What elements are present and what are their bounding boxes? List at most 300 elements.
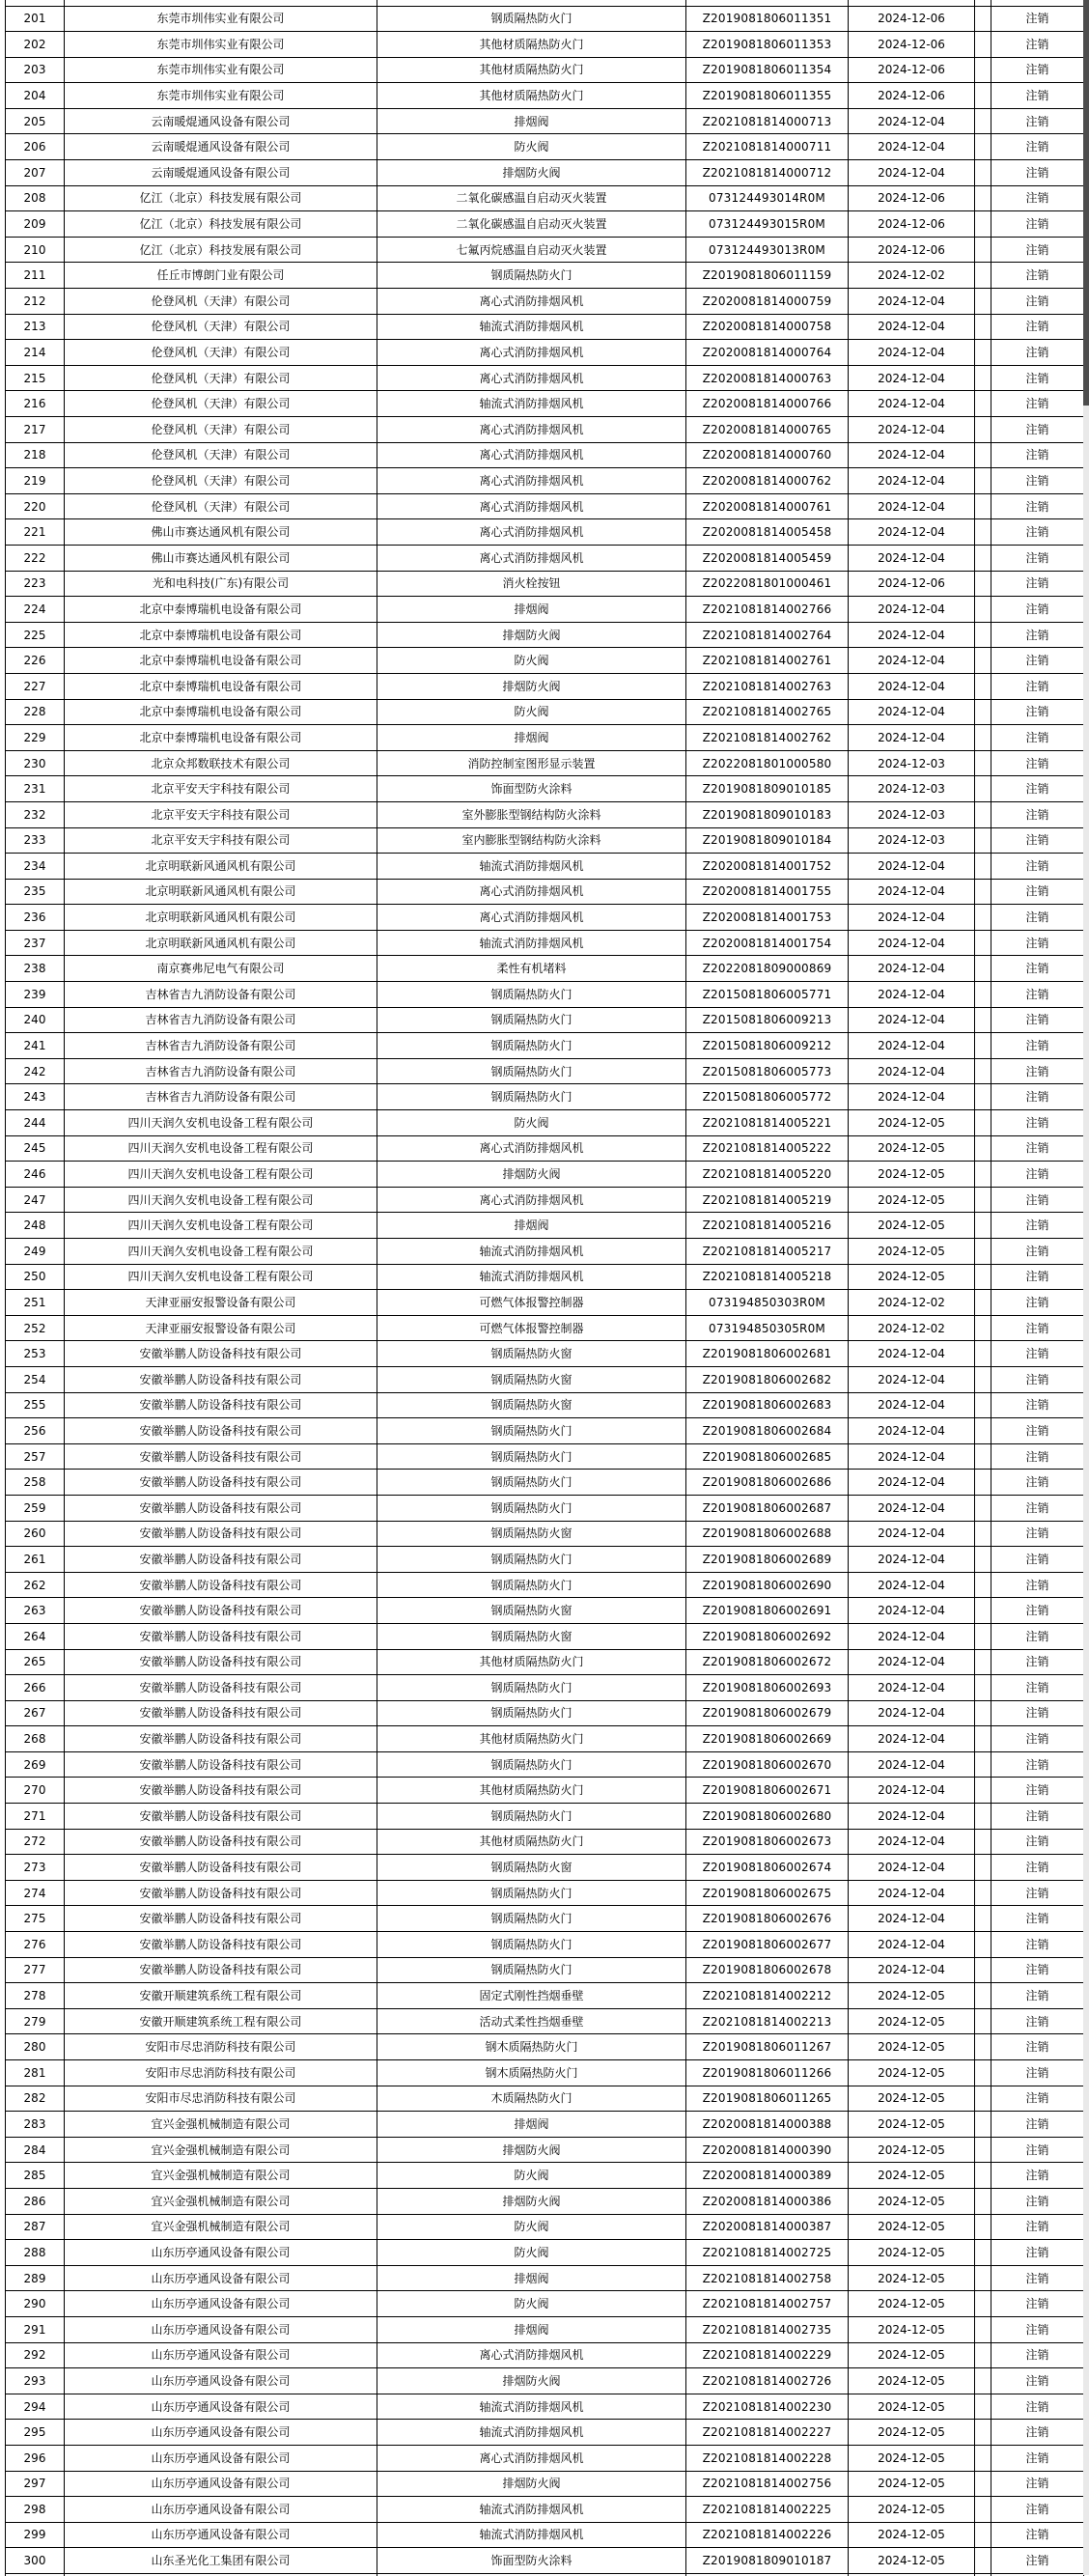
row-index-cell: 244 xyxy=(6,1110,65,1136)
spacer-cell xyxy=(975,340,991,366)
spacer-cell xyxy=(975,956,991,982)
status-cell: 注销 xyxy=(991,2163,1084,2189)
certificate-number-cell: Z2021081814002213 xyxy=(686,2008,849,2034)
product-name-cell: 离心式消防排烟风机 xyxy=(377,1135,686,1162)
certificate-number-cell: Z2021081814002228 xyxy=(686,2445,849,2471)
date-cell: 2024-12-04 xyxy=(849,391,975,417)
spacer-cell xyxy=(975,442,991,468)
spacer-cell xyxy=(975,1778,991,1804)
status-cell: 注销 xyxy=(991,1110,1084,1136)
status-cell: 注销 xyxy=(991,1084,1084,1110)
product-name-cell: 钢质隔热防火窗 xyxy=(377,1623,686,1649)
spacer-cell xyxy=(975,2420,991,2446)
spacer-cell xyxy=(975,83,991,109)
table-row xyxy=(6,519,1084,546)
spacer-cell xyxy=(975,6,991,32)
date-cell: 2024-12-04 xyxy=(849,365,975,391)
status-cell: 注销 xyxy=(991,1880,1084,1906)
product-name-cell: 离心式消防排烟风机 xyxy=(377,905,686,931)
spacer-cell xyxy=(975,417,991,443)
date-cell: 2024-12-04 xyxy=(849,879,975,905)
certificate-number-cell: Z2021081814002758 xyxy=(686,2265,849,2291)
product-name-cell: 防火阀 xyxy=(377,648,686,674)
company-name-cell: 北京明联新风通风机有限公司 xyxy=(65,879,377,905)
company-name-cell: 佛山市赛达通风机有限公司 xyxy=(65,545,377,571)
table-row xyxy=(6,1007,1084,1033)
table-row xyxy=(6,289,1084,315)
spacer-cell xyxy=(975,1418,991,1444)
company-name-cell: 吉林省吉九消防设备有限公司 xyxy=(65,982,377,1008)
spacer-cell xyxy=(975,2445,991,2471)
certificate-number-cell: Z2020081814001753 xyxy=(686,905,849,931)
date-cell: 2024-12-04 xyxy=(849,648,975,674)
row-index-cell: 296 xyxy=(6,2445,65,2471)
table-row xyxy=(6,2316,1084,2342)
row-index-cell: 229 xyxy=(6,725,65,751)
spacer-cell xyxy=(975,32,991,58)
table-row xyxy=(6,2034,1084,2060)
company-name-cell: 安徽举鹏人防设备科技有限公司 xyxy=(65,1418,377,1444)
company-name-cell: 山东圣光化工集团有限公司 xyxy=(65,2548,377,2574)
certificate-number-cell: Z2020081814000760 xyxy=(686,442,849,468)
spacer-cell xyxy=(975,1700,991,1726)
status-cell: 注销 xyxy=(991,1804,1084,1830)
row-index-cell: 202 xyxy=(6,32,65,58)
spacer-cell xyxy=(975,2240,991,2266)
row-index-cell: 241 xyxy=(6,1033,65,1059)
row-index-cell: 300 xyxy=(6,2548,65,2574)
status-cell: 注销 xyxy=(991,597,1084,623)
row-index-cell: 286 xyxy=(6,2188,65,2214)
product-name-cell: 消防控制室图形显示装置 xyxy=(377,750,686,776)
spacer-cell xyxy=(975,879,991,905)
status-cell: 注销 xyxy=(991,83,1084,109)
table-row xyxy=(6,1983,1084,2009)
company-name-cell: 四川天润久安机电设备工程有限公司 xyxy=(65,1264,377,1290)
date-cell: 2024-12-06 xyxy=(849,185,975,211)
table-row xyxy=(6,314,1084,340)
status-cell: 注销 xyxy=(991,1418,1084,1444)
certificate-number-cell: Z2019081806002683 xyxy=(686,1392,849,1418)
date-cell: 2024-12-05 xyxy=(849,2394,975,2420)
date-cell: 2024-12-05 xyxy=(849,2342,975,2368)
spacer-cell xyxy=(975,1110,991,1136)
status-cell: 注销 xyxy=(991,32,1084,58)
status-cell: 注销 xyxy=(991,699,1084,725)
date-cell: 2024-12-04 xyxy=(849,1778,975,1804)
table-row xyxy=(6,571,1084,597)
company-name-cell: 安徽举鹏人防设备科技有限公司 xyxy=(65,1700,377,1726)
date-cell: 2024-12-05 xyxy=(849,2086,975,2112)
company-name-cell: 宜兴金强机械制造有限公司 xyxy=(65,2163,377,2189)
product-name-cell: 其他材质隔热防火门 xyxy=(377,1829,686,1855)
date-cell: 2024-12-04 xyxy=(849,699,975,725)
table-row xyxy=(6,1392,1084,1418)
certificate-number-cell: Z2020081814000389 xyxy=(686,2163,849,2189)
date-cell: 2024-12-04 xyxy=(849,1521,975,1547)
product-name-cell: 排烟防火阀 xyxy=(377,622,686,648)
certificate-number-cell: Z2019081806011266 xyxy=(686,2060,849,2086)
status-cell: 注销 xyxy=(991,1675,1084,1701)
row-index-cell: 247 xyxy=(6,1187,65,1213)
company-name-cell: 安徽举鹏人防设备科技有限公司 xyxy=(65,1341,377,1367)
certificate-number-cell: Z2015081806005772 xyxy=(686,1084,849,1110)
spacer-cell xyxy=(975,1290,991,1316)
table-row xyxy=(6,1058,1084,1084)
table-row xyxy=(6,493,1084,519)
company-name-cell: 云南暖焜通风设备有限公司 xyxy=(65,108,377,134)
table-row xyxy=(6,1700,1084,1726)
certificate-number-cell: 073194850303R0M xyxy=(686,1290,849,1316)
certificate-number-cell: Z2020081814000387 xyxy=(686,2214,849,2240)
certificate-number-cell: Z2019081806002671 xyxy=(686,1778,849,1804)
date-cell: 2024-12-04 xyxy=(849,1726,975,1752)
spacer-cell xyxy=(975,545,991,571)
product-name-cell: 防火阀 xyxy=(377,2214,686,2240)
row-index-cell: 279 xyxy=(6,2008,65,2034)
spacer-cell xyxy=(975,160,991,186)
row-index-cell: 288 xyxy=(6,2240,65,2266)
company-name-cell: 四川天润久安机电设备工程有限公司 xyxy=(65,1213,377,1239)
row-index-cell: 269 xyxy=(6,1751,65,1778)
certificate-number-cell: Z2019081806002673 xyxy=(686,1829,849,1855)
company-name-cell: 北京明联新风通风机有限公司 xyxy=(65,854,377,880)
table-row xyxy=(6,1135,1084,1162)
status-cell: 注销 xyxy=(991,1213,1084,1239)
table-row xyxy=(6,365,1084,391)
product-name-cell: 木质隔热防火门 xyxy=(377,2086,686,2112)
company-name-cell: 云南暖焜通风设备有限公司 xyxy=(65,160,377,186)
product-name-cell: 离心式消防排烟风机 xyxy=(377,2445,686,2471)
spacer-cell xyxy=(975,108,991,134)
status-cell: 注销 xyxy=(991,211,1084,238)
row-index-cell: 228 xyxy=(6,699,65,725)
certificate-number-cell: Z2021081814002756 xyxy=(686,2471,849,2497)
table-row xyxy=(6,391,1084,417)
status-cell: 注销 xyxy=(991,673,1084,699)
spacer-cell xyxy=(975,1213,991,1239)
spacer-cell xyxy=(975,263,991,289)
spacer-cell xyxy=(975,2008,991,2034)
spacer-cell xyxy=(975,391,991,417)
status-cell: 注销 xyxy=(991,365,1084,391)
date-cell: 2024-12-05 xyxy=(849,2214,975,2240)
product-name-cell: 七氟丙烷感温自启动灭火装置 xyxy=(377,237,686,263)
table-row xyxy=(6,725,1084,751)
product-name-cell: 钢质隔热防火门 xyxy=(377,1572,686,1598)
company-name-cell: 伦登风机（天津）有限公司 xyxy=(65,468,377,494)
table-row xyxy=(6,1957,1084,1983)
status-cell: 注销 xyxy=(991,1315,1084,1341)
product-name-cell: 排烟防火阀 xyxy=(377,2368,686,2394)
company-name-cell: 安徽举鹏人防设备科技有限公司 xyxy=(65,1443,377,1470)
date-cell: 2024-12-04 xyxy=(849,340,975,366)
certificate-number-cell: Z2021081814002761 xyxy=(686,648,849,674)
product-name-cell: 钢质隔热防火门 xyxy=(377,1675,686,1701)
certificate-number-cell: Z2019081806011267 xyxy=(686,2034,849,2060)
certificate-number-cell: Z2019081806002688 xyxy=(686,1521,849,1547)
spacer-cell xyxy=(975,1572,991,1598)
date-cell: 2024-12-04 xyxy=(849,468,975,494)
product-name-cell: 钢质隔热防火门 xyxy=(377,1957,686,1983)
certificate-number-cell: Z2020081814000390 xyxy=(686,2137,849,2163)
certificate-number-cell: Z2019081806011353 xyxy=(686,32,849,58)
table-row xyxy=(6,1084,1084,1110)
spacer-cell xyxy=(975,1547,991,1573)
status-cell: 注销 xyxy=(991,2291,1084,2317)
spacer-cell xyxy=(975,1983,991,2009)
certificate-number-cell: Z2020081814005459 xyxy=(686,545,849,571)
company-name-cell: 四川天润久安机电设备工程有限公司 xyxy=(65,1110,377,1136)
certificate-number-cell: Z2020081814000386 xyxy=(686,2188,849,2214)
spacer-cell xyxy=(975,211,991,238)
certificate-number-cell: Z2021081814005222 xyxy=(686,1135,849,1162)
spacer-cell xyxy=(975,1804,991,1830)
product-name-cell: 钢质隔热防火门 xyxy=(377,6,686,32)
spacer-cell xyxy=(975,2112,991,2138)
spacer-cell xyxy=(975,905,991,931)
certificate-number-cell: Z2019081806002674 xyxy=(686,1855,849,1881)
date-cell: 2024-12-04 xyxy=(849,1470,975,1496)
product-name-cell: 离心式消防排烟风机 xyxy=(377,442,686,468)
table-row xyxy=(6,211,1084,238)
certificate-number-cell: 073124493015R0M xyxy=(686,211,849,238)
spacer-cell xyxy=(975,854,991,880)
date-cell: 2024-12-04 xyxy=(849,982,975,1008)
row-index-cell: 281 xyxy=(6,2060,65,2086)
company-name-cell: 安阳市尽忠消防科技有限公司 xyxy=(65,2034,377,2060)
table-row xyxy=(6,237,1084,263)
product-name-cell: 钢质隔热防火门 xyxy=(377,1751,686,1778)
spacer-cell xyxy=(975,725,991,751)
row-index-cell: 234 xyxy=(6,854,65,880)
table-row xyxy=(6,1495,1084,1521)
table-row xyxy=(6,1033,1084,1059)
product-name-cell: 防火阀 xyxy=(377,2291,686,2317)
company-name-cell: 云南暖焜通风设备有限公司 xyxy=(65,134,377,160)
table-body xyxy=(6,0,1084,2576)
certificate-number-cell: Z2019081809010187 xyxy=(686,2548,849,2574)
date-cell: 2024-12-05 xyxy=(849,2445,975,2471)
date-cell: 2024-12-02 xyxy=(849,263,975,289)
company-name-cell: 安阳市尽忠消防科技有限公司 xyxy=(65,2086,377,2112)
company-name-cell: 山东历亭通风设备有限公司 xyxy=(65,2522,377,2548)
date-cell: 2024-12-06 xyxy=(849,237,975,263)
certificate-number-cell: Z2019081806002684 xyxy=(686,1418,849,1444)
status-cell: 注销 xyxy=(991,160,1084,186)
row-index-cell: 268 xyxy=(6,1726,65,1752)
certificate-number-cell: Z2015081806009213 xyxy=(686,1007,849,1033)
table-row xyxy=(6,2214,1084,2240)
company-name-cell: 安徽举鹏人防设备科技有限公司 xyxy=(65,1906,377,1932)
product-name-cell: 室外膨胀型钢结构防火涂料 xyxy=(377,801,686,827)
product-name-cell: 轴流式消防排烟风机 xyxy=(377,1264,686,1290)
table-row xyxy=(6,699,1084,725)
company-name-cell: 南京赛弗尼电气有限公司 xyxy=(65,956,377,982)
product-name-cell: 防火阀 xyxy=(377,2163,686,2189)
spacer-cell xyxy=(975,750,991,776)
table-row xyxy=(6,1290,1084,1316)
row-index-cell: 257 xyxy=(6,1443,65,1470)
product-name-cell: 排烟防火阀 xyxy=(377,2137,686,2163)
row-index-cell: 207 xyxy=(6,160,65,186)
table-row xyxy=(6,2240,1084,2266)
status-cell: 注销 xyxy=(991,1033,1084,1059)
product-name-cell: 排烟防火阀 xyxy=(377,2188,686,2214)
table-row xyxy=(6,622,1084,648)
spacer-cell xyxy=(975,1315,991,1341)
spacer-cell xyxy=(975,982,991,1008)
certificate-number-cell: Z2020081814000764 xyxy=(686,340,849,366)
row-index-cell: 276 xyxy=(6,1932,65,1958)
date-cell: 2024-12-04 xyxy=(849,622,975,648)
company-name-cell: 山东历亭通风设备有限公司 xyxy=(65,2420,377,2446)
certificate-number-cell: Z2019081806002677 xyxy=(686,1932,849,1958)
status-cell: 注销 xyxy=(991,1623,1084,1649)
certificate-number-cell: Z2021081814000712 xyxy=(686,160,849,186)
product-name-cell: 可燃气体报警控制器 xyxy=(377,1315,686,1341)
certificate-number-cell: Z2019081809010184 xyxy=(686,827,849,854)
date-cell: 2024-12-04 xyxy=(849,1751,975,1778)
table-row xyxy=(6,854,1084,880)
product-name-cell: 排烟阀 xyxy=(377,725,686,751)
status-cell: 注销 xyxy=(991,1341,1084,1367)
table-row xyxy=(6,1418,1084,1444)
date-cell: 2024-12-04 xyxy=(849,854,975,880)
status-cell: 注销 xyxy=(991,545,1084,571)
company-name-cell: 北京平安天宇科技有限公司 xyxy=(65,776,377,802)
row-index-cell: 235 xyxy=(6,879,65,905)
company-name-cell: 北京中泰博瑞机电设备有限公司 xyxy=(65,648,377,674)
date-cell: 2024-12-05 xyxy=(849,2548,975,2574)
certificate-number-cell: Z2019081806002676 xyxy=(686,1906,849,1932)
certificate-number-cell: Z2019081806002690 xyxy=(686,1572,849,1598)
status-cell: 注销 xyxy=(991,493,1084,519)
row-index-cell: 284 xyxy=(6,2137,65,2163)
certificate-number-cell: Z2019081809010185 xyxy=(686,776,849,802)
date-cell: 2024-12-03 xyxy=(849,776,975,802)
table-row xyxy=(6,1649,1084,1675)
product-name-cell: 轴流式消防排烟风机 xyxy=(377,314,686,340)
company-name-cell: 安徽举鹏人防设备科技有限公司 xyxy=(65,1880,377,1906)
status-cell: 注销 xyxy=(991,1366,1084,1392)
row-index-cell: 290 xyxy=(6,2291,65,2317)
date-cell: 2024-12-04 xyxy=(849,314,975,340)
table-row xyxy=(6,1829,1084,1855)
row-index-cell: 251 xyxy=(6,1290,65,1316)
row-index-cell: 264 xyxy=(6,1623,65,1649)
table-row xyxy=(6,776,1084,802)
status-cell: 注销 xyxy=(991,2137,1084,2163)
spacer-cell xyxy=(975,2548,991,2574)
date-cell: 2024-12-04 xyxy=(849,1675,975,1701)
scrollbar-thumb[interactable] xyxy=(1083,0,1089,406)
company-name-cell: 北京中泰博瑞机电设备有限公司 xyxy=(65,597,377,623)
spacer-cell xyxy=(975,622,991,648)
row-index-cell: 224 xyxy=(6,597,65,623)
date-cell: 2024-12-06 xyxy=(849,32,975,58)
status-cell: 注销 xyxy=(991,1162,1084,1188)
certificate-number-cell: Z2019081806002680 xyxy=(686,1804,849,1830)
spacer-cell xyxy=(975,2060,991,2086)
date-cell: 2024-12-04 xyxy=(849,1649,975,1675)
spacer-cell xyxy=(975,1675,991,1701)
status-cell: 注销 xyxy=(991,648,1084,674)
certificate-number-cell: Z2019081806002687 xyxy=(686,1495,849,1521)
row-index-cell: 246 xyxy=(6,1162,65,1188)
company-name-cell: 四川天润久安机电设备工程有限公司 xyxy=(65,1187,377,1213)
status-cell: 注销 xyxy=(991,263,1084,289)
product-name-cell: 离心式消防排烟风机 xyxy=(377,365,686,391)
row-index-cell: 256 xyxy=(6,1418,65,1444)
status-cell: 注销 xyxy=(991,1778,1084,1804)
table-row xyxy=(6,2497,1084,2523)
product-name-cell: 轴流式消防排烟风机 xyxy=(377,2497,686,2523)
row-index-cell: 240 xyxy=(6,1007,65,1033)
date-cell: 2024-12-05 xyxy=(849,1110,975,1136)
product-name-cell: 二氧化碳感温自启动灭火装置 xyxy=(377,211,686,238)
spacer-cell xyxy=(975,1007,991,1033)
date-cell: 2024-12-05 xyxy=(849,2188,975,2214)
date-cell: 2024-12-04 xyxy=(849,1341,975,1367)
table-row xyxy=(6,1804,1084,1830)
spacer-cell xyxy=(975,1392,991,1418)
status-cell: 注销 xyxy=(991,1058,1084,1084)
product-name-cell: 消火栓按钮 xyxy=(377,571,686,597)
date-cell: 2024-12-05 xyxy=(849,2291,975,2317)
row-index-cell: 217 xyxy=(6,417,65,443)
company-name-cell: 天津亚丽安报警设备有限公司 xyxy=(65,1290,377,1316)
table-row xyxy=(6,1213,1084,1239)
company-name-cell: 伦登风机（天津）有限公司 xyxy=(65,289,377,315)
date-cell: 2024-12-04 xyxy=(849,108,975,134)
spacer-cell xyxy=(975,1726,991,1752)
row-index-cell: 242 xyxy=(6,1058,65,1084)
table-row xyxy=(6,1264,1084,1290)
row-index-cell: 205 xyxy=(6,108,65,134)
status-cell: 注销 xyxy=(991,622,1084,648)
company-name-cell: 安徽举鹏人防设备科技有限公司 xyxy=(65,1957,377,1983)
company-name-cell: 伦登风机（天津）有限公司 xyxy=(65,417,377,443)
company-name-cell: 北京中泰博瑞机电设备有限公司 xyxy=(65,699,377,725)
product-name-cell: 离心式消防排烟风机 xyxy=(377,879,686,905)
date-cell: 2024-12-05 xyxy=(849,1213,975,1239)
spacer-cell xyxy=(975,134,991,160)
certificate-number-cell: Z2022081809000869 xyxy=(686,956,849,982)
row-index-cell: 262 xyxy=(6,1572,65,1598)
company-name-cell: 天津亚丽安报警设备有限公司 xyxy=(65,1315,377,1341)
vertical-scrollbar[interactable] xyxy=(1083,0,1089,2575)
company-name-cell: 四川天润久安机电设备工程有限公司 xyxy=(65,1135,377,1162)
row-index-cell: 226 xyxy=(6,648,65,674)
status-cell: 注销 xyxy=(991,185,1084,211)
table-row xyxy=(6,982,1084,1008)
status-cell: 注销 xyxy=(991,1007,1084,1033)
certificate-number-cell: Z2021081814005221 xyxy=(686,1110,849,1136)
product-name-cell: 钢质隔热防火门 xyxy=(377,1804,686,1830)
table-row xyxy=(6,545,1084,571)
row-index-cell: 212 xyxy=(6,289,65,315)
company-name-cell: 东莞市圳伟实业有限公司 xyxy=(65,6,377,32)
product-name-cell: 离心式消防排烟风机 xyxy=(377,289,686,315)
table-row xyxy=(6,930,1084,956)
certificates-table-wrap xyxy=(5,0,1083,2576)
status-cell: 注销 xyxy=(991,879,1084,905)
row-index-cell: 221 xyxy=(6,519,65,546)
company-name-cell: 安徽举鹏人防设备科技有限公司 xyxy=(65,1392,377,1418)
spacer-cell xyxy=(975,1957,991,1983)
row-index-cell: 261 xyxy=(6,1547,65,1573)
